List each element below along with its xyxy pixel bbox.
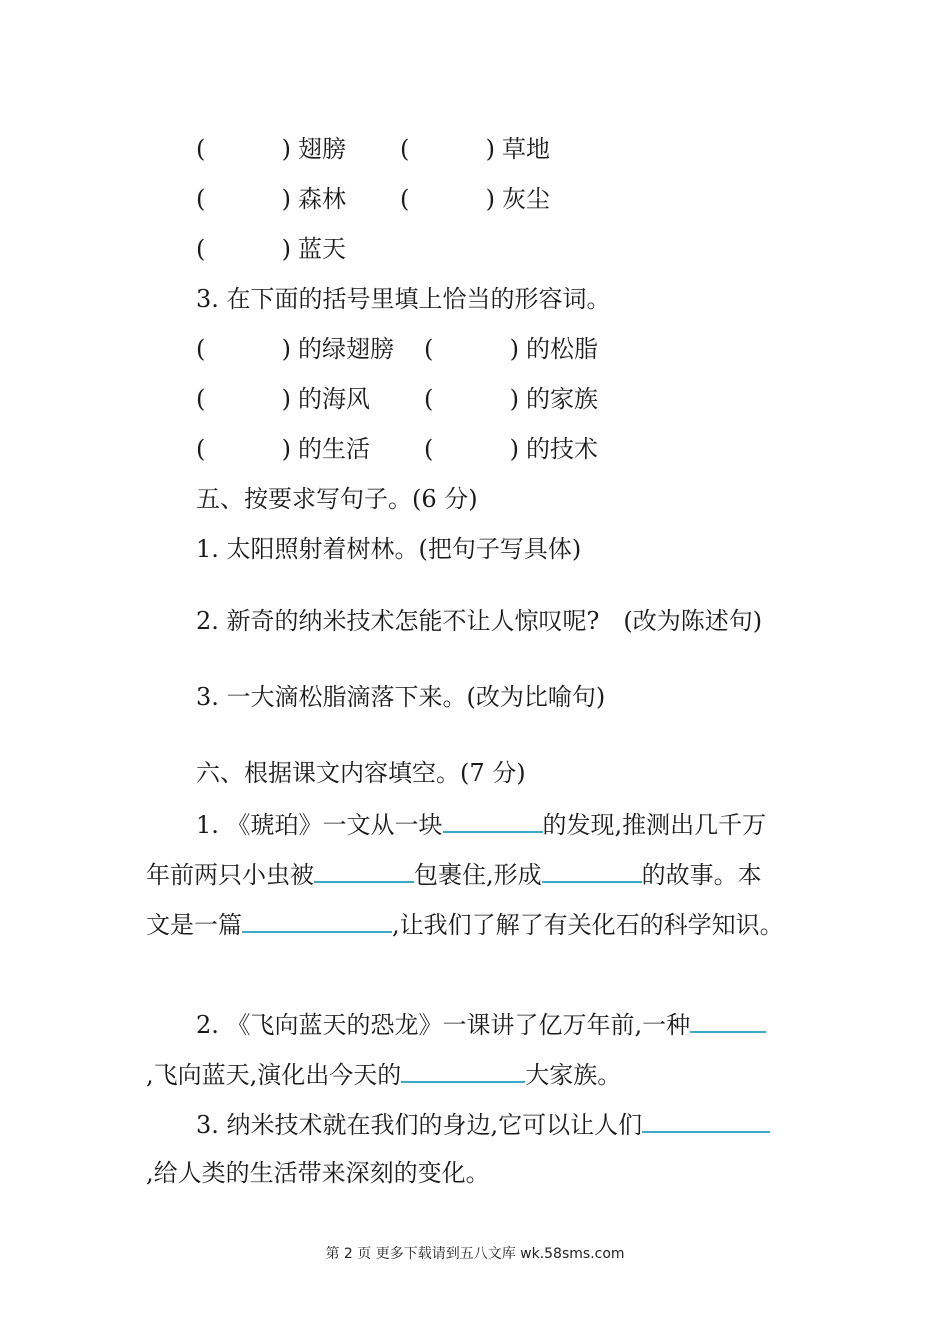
section6-q1-line3 <box>146 907 784 941</box>
fill-word: 灰尘 <box>502 185 550 213</box>
section5-item-2: 2. 新奇的纳米技术怎能不让人惊叹呢? (改为陈述句) <box>196 607 763 635</box>
answer-blank[interactable] <box>401 1057 525 1083</box>
fill-word: 草地 <box>502 135 550 163</box>
q1-text: 的发现,推测出几千万 <box>542 811 767 839</box>
q1-text: 1. 《琥珀》一文从一块 <box>196 811 443 839</box>
q3-text: ,给人类的生活带来深刻的变化。 <box>146 1159 490 1187</box>
q2-text: 大家族。 <box>525 1061 622 1089</box>
paren-blank[interactable]: ( ) <box>196 435 292 463</box>
q1-text: 年前两只小虫被 <box>146 861 314 889</box>
adj-word: 的松脂 <box>526 335 598 363</box>
paren-blank[interactable]: ( ) <box>424 335 520 363</box>
q3-title: 3. 在下面的括号里填上恰当的形容词。 <box>196 285 611 313</box>
section6-q3-line2 <box>146 1157 490 1189</box>
q1-text: ,让我们了解了有关化石的科学知识。 <box>392 911 784 939</box>
q2-text: 2. 《飞向蓝天的恐龙》一课讲了亿万年前,一种 <box>196 1011 691 1039</box>
section5-item-3: 3. 一大滴松脂滴落下来。(改为比喻句) <box>196 683 606 711</box>
q1-text: 包裹住,形成 <box>414 861 542 889</box>
paren-blank[interactable]: ( ) <box>196 385 292 413</box>
fill-word: 森林 <box>298 185 346 213</box>
answer-blank[interactable] <box>242 907 392 933</box>
section6-q1-line2 <box>146 857 762 891</box>
q1-text: 的故事。本 <box>641 861 762 889</box>
paren-blank[interactable]: ( ) <box>400 185 496 213</box>
section5-item-1: 1. 太阳照射着树林。(把句子写具体) <box>196 535 582 563</box>
adj-word: 的家族 <box>526 385 598 413</box>
section6-q2-line2 <box>146 1057 621 1091</box>
paren-blank[interactable]: ( ) <box>196 235 292 263</box>
adj-word: 的生活 <box>298 435 370 463</box>
answer-blank[interactable] <box>443 807 543 833</box>
paren-blank[interactable]: ( ) <box>196 135 292 163</box>
answer-blank[interactable] <box>542 857 642 883</box>
adj-word: 的绿翅膀 <box>298 335 394 363</box>
fill-word: 翅膀 <box>298 135 346 163</box>
paren-blank[interactable]: ( ) <box>196 185 292 213</box>
answer-blank[interactable] <box>690 1007 766 1033</box>
adj-word: 的技术 <box>526 435 598 463</box>
section6-title: 六、根据课文内容填空。(7 分) <box>196 759 526 787</box>
paren-blank[interactable]: ( ) <box>400 135 496 163</box>
fill-word: 蓝天 <box>298 235 346 263</box>
q1-text: 文是一篇 <box>146 911 242 939</box>
section6-q2-line1 <box>196 1007 766 1041</box>
answer-blank[interactable] <box>314 857 414 883</box>
page-footer: 第 2 页 更多下载请到五八文库 wk.58sms.com <box>325 1246 625 1262</box>
q2-text: ,飞向蓝天,演化出今天的 <box>146 1061 402 1089</box>
answer-blank[interactable] <box>642 1107 770 1133</box>
paren-blank[interactable]: ( ) <box>424 435 520 463</box>
adj-word: 的海风 <box>298 385 370 413</box>
paren-blank[interactable]: ( ) <box>424 385 520 413</box>
section6-q1-line1 <box>196 807 766 841</box>
section5-title: 五、按要求写句子。(6 分) <box>196 485 478 513</box>
paren-blank[interactable]: ( ) <box>196 335 292 363</box>
q3-text: 3. 纳米技术就在我们的身边,它可以让人们 <box>196 1111 643 1139</box>
section6-q3-line1 <box>196 1107 770 1141</box>
